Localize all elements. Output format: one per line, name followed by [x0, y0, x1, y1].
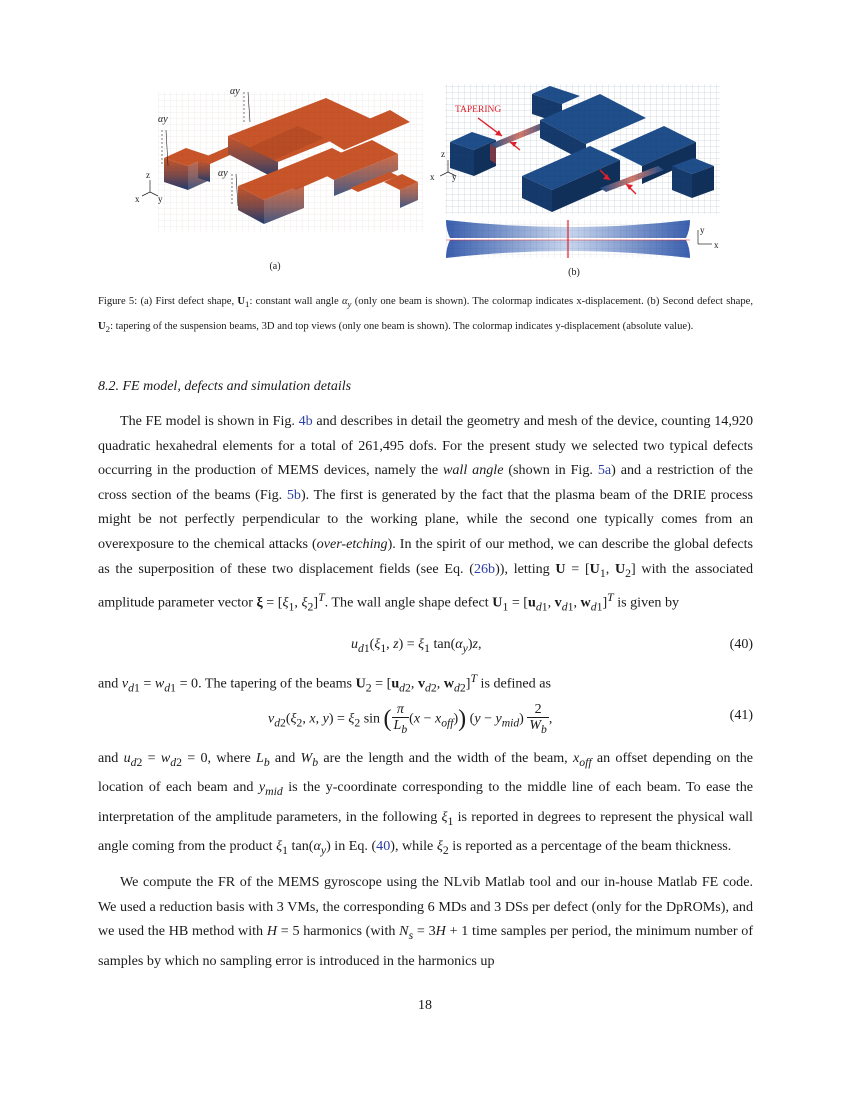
text-after-eq40: and $v_{d1} = w_{d1} = 0$. The tapering of the beams $U_2 = [u_{d2}$, $v_{d2}$, $w_{d2}]^T$ is defined as [98, 672, 551, 695]
panel-label-b: (b) [568, 267, 580, 278]
axis-x-b: x [430, 172, 435, 182]
paragraph-3: We compute the FR of the MEMS gyroscope using the NLvib Matlab tool and our in-house Matlab FE code. We used a reduction basis with 3 VMs, the corresponding 6 MDs and 3 DSs per defect (only for the DpROMs), and we used the HB method with H = 5 harmonics (with $N_s = 3H + 1$ time samples per period, the minimum number of samples by which no sampling error is introduced in the harmonics up [98, 874, 754, 969]
angle-label-a1: αy [158, 114, 168, 125]
equation-number-41: (41) [729, 708, 753, 723]
ref-fig-4b[interactable]: 4b [298, 413, 313, 429]
ref-fig-5b[interactable]: 5b [286, 486, 301, 503]
equation-41: $v_{d2}(\xi_2$, x, $y) = \xi_2$ sin ( $\frac{\pi}{L_b}$ $(x - x_{off})$) $(y - y_{mid})$ $\frac{2}{W_b}$ , (41) [268, 702, 753, 736]
tapering-label: TAPERING [455, 105, 502, 115]
axis-x-a: x [135, 194, 140, 204]
axis-top-x: x [714, 240, 719, 250]
ref-eq-26b[interactable]: 26b [473, 560, 496, 577]
section-title: 8.2. FE model, defects and simulation details [98, 379, 352, 394]
axis-z-b: z [441, 149, 445, 159]
equation-number-40: (40) [729, 637, 753, 652]
panel-label-a: (a) [269, 261, 281, 272]
axis-y-a: y [158, 194, 163, 204]
paragraph-1: The FE model is shown in Fig. 4b and describes in detail the geometry and mesh of the device, counting 14,920 quadratic hexahedral elements for a total of 261,495 dofs. For the present study we selected two typical defects occurring in the production of MEMS devices, namely the wall angle (shown in Fig. 5a) and a restriction of the cross section of the beams (Fig. 5b). The first is generated by the fact that the plasma beam of the DRIE process might be not perfectly perpendicular to the working plane, while the second one typically comes from an overexposure to the chemical attacks (over-etching). In the spirit of our method, we can describe the global defects as the superposition of these two displacement fields (see Eq. (26b)), letting $U = [U_1$, $U_2$] with the associated amplitude parameter vector $\xi = [\xi_1$, $\xi_2]^T$. The wall angle shape defect $U_1 = [u_{d1}$, $v_{d1}$, $w_{d1}]^T$ is given by [98, 413, 754, 614]
figure-panel-a [128, 82, 433, 242]
angle-label-a2: αy [230, 86, 240, 97]
ref-eq-40[interactable]: 40 [376, 838, 391, 855]
equation-40: $u_{d1}(\xi_1$, $z) = \xi_1$ $\tan(\alpha_y)z$, (40) [351, 637, 753, 655]
angle-label-a3: αy [218, 168, 228, 179]
page-number: 18 [418, 998, 432, 1013]
axis-y-b: y [452, 172, 457, 182]
axis-top-y: y [700, 225, 705, 235]
paragraph-2: and $u_{d2} = w_{d2} = 0$, where $L_b$ and $W_b$ are the length and the width of the beam, $x_{off}$ an offset depending on the location of each beam and $y_{mid}$ is the y-coordinate corresponding to the middle line of each beam. To ease the interpretation of the amplitude parameters, in the following $\xi_1$ is reported in degrees to represent the physical wall angle coming from the product $\xi_1$ $\tan(\alpha_y)$ in Eq. (40), while $\xi_2$ is reported as a percentage of the beam thickness. [98, 750, 754, 858]
figure-caption: Figure 5: (a) First defect shape, $U_1$: constant wall angle $\alpha_y$ (only one beam is shown). The colormap indicates x-displacement. (b) Second defect shape, $U_2$: tapering of the suspension beams, 3D and top views (only one beam is shown). The colormap indicates y-displacement (absolute value). [98, 296, 754, 334]
axis-z-a: z [146, 170, 150, 180]
ref-fig-5a[interactable]: 5a [597, 462, 612, 479]
